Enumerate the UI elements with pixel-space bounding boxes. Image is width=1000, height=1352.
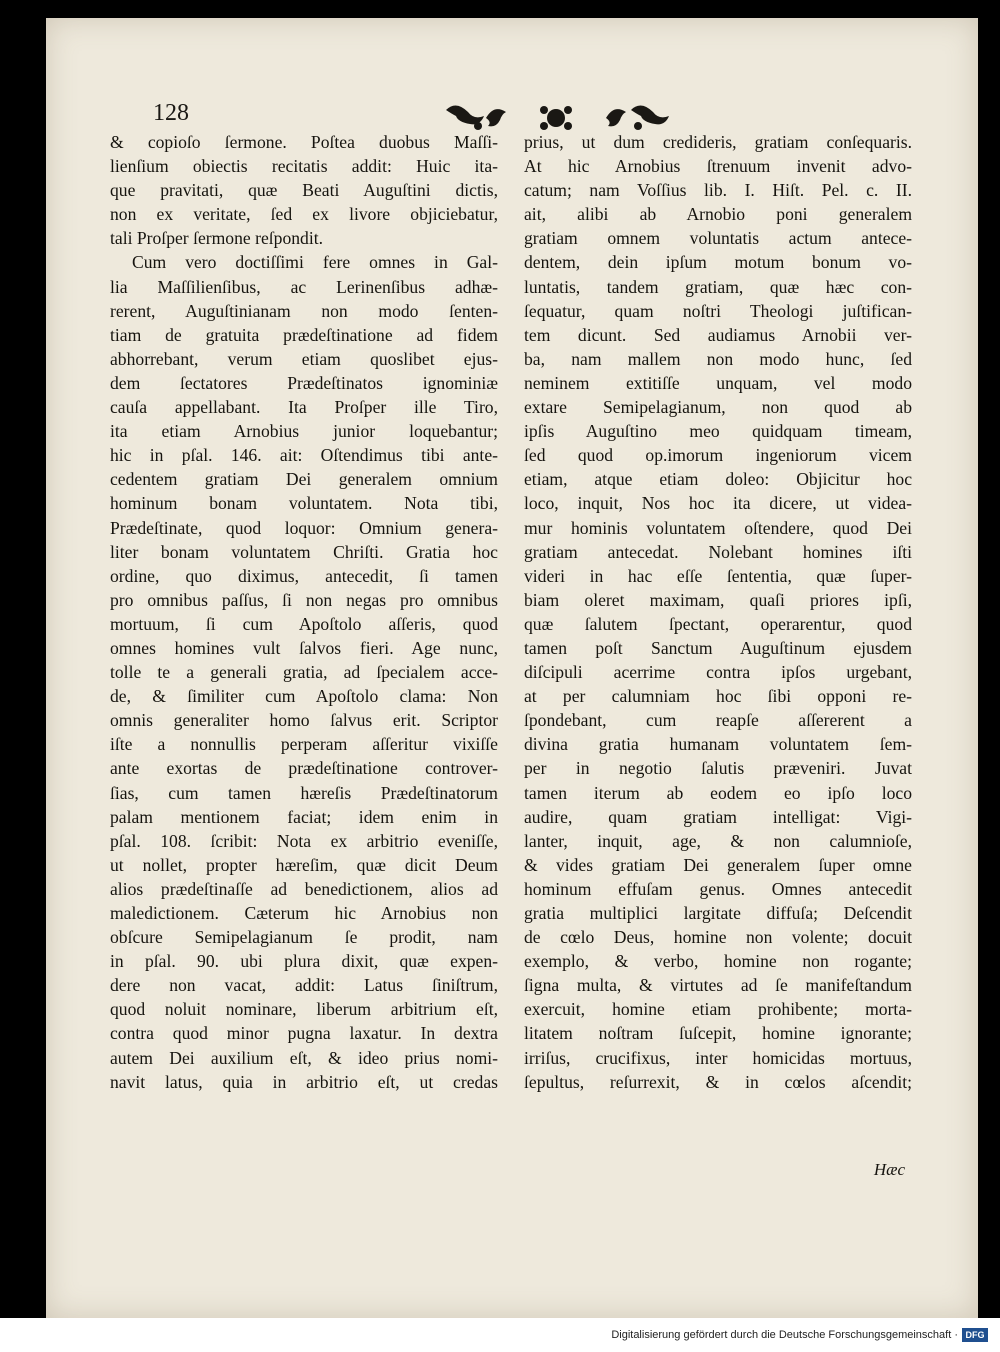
- text-line: irriſus, crucifixus, inter homicidas mortuus,: [524, 1047, 912, 1068]
- text-line: ordine, quo diximus, antecedit, ſi tamen: [110, 565, 498, 586]
- text-line: tiam de gratuita prædeſtinatione ad fidem: [110, 324, 498, 345]
- text-line: ante exortas de prædeſtinatione controver-: [110, 758, 498, 779]
- text-line: tamen iterum ab eodem eo ipſo loco: [524, 782, 912, 803]
- text-line: abhorrebant, verum etiam quoslibet ejus-: [110, 348, 498, 369]
- text-line: maledictionem. Cæterum hic Arnobius non: [110, 903, 498, 923]
- text-line: ba, nam mallem non modo hunc, ſed: [524, 348, 912, 369]
- text-line: videri in hac eſſe ſententia, quæ ſuper-: [524, 565, 912, 586]
- dfg-logo-icon: DFG: [962, 1328, 988, 1342]
- text-line: catum; nam Voſſius lib. I. Hiſt. Pel. c. II.: [524, 180, 912, 201]
- text-line: quod noluit nominare, liberum arbitrium eſt,: [110, 999, 498, 1020]
- text-line: de, & ſimiliter cum Apoſtolo clama: Non: [110, 686, 498, 707]
- text-line: alios prædeſtinaſſe ad benedictionem, alios ad: [110, 878, 498, 899]
- text-line: ſequatur, quam noſtri Theologi juſtifican-: [524, 300, 912, 321]
- text-line: tali Proſper ſermone reſpondit.: [110, 228, 324, 249]
- text-line: gratia multiplici largitate diffuſa; Deſcendit: [524, 903, 912, 923]
- text-line: ſed quod op.imorum ingeniorum vicem: [524, 445, 912, 466]
- text-line: diſcipuli acerrime contra ipſos urgebant,: [524, 662, 912, 683]
- text-line: liter bonam voluntatem Chriſti. Gratia hoc: [110, 541, 498, 562]
- text-line: exemplo, & verbo, homine non rogante;: [524, 951, 912, 972]
- text-line: lia Maſſilienſibus, ac Lerinenſibus adhæ-: [110, 276, 498, 297]
- text-line: exercuit, homine etiam prohibente; morta-: [524, 999, 912, 1020]
- text-line: lienſium obiectis recitatis addit: Huic ita-: [110, 156, 498, 177]
- text-line: dere non vacat, addit: Latus ſiniſtrum,: [110, 975, 498, 996]
- text-line: per in negotio ſalutis præveniri. Juvat: [524, 758, 912, 779]
- text-line: & vides gratiam Dei generalem ſuper omne: [524, 854, 912, 875]
- text-line: audire, quam gratiam intelligat: Vigi-: [524, 806, 912, 827]
- text-line: ſpondebant, cum reapſe aſſererent a: [524, 710, 912, 731]
- digitization-footer: [0, 1318, 1000, 1352]
- text-line: rerent, Auguſtinianam non modo ſenten-: [110, 300, 498, 321]
- text-line: autem Dei auxilium eſt, & ideo prius nomi-: [110, 1047, 498, 1068]
- text-line: lanter, inquit, age, & non calumnioſe,: [524, 830, 912, 851]
- text-line: tamen poſt Sanctum Auguſtinum ejusdem: [524, 637, 912, 658]
- text-line: neminem extitiſſe unquam, vel modo: [524, 372, 912, 393]
- text-line: hominum bonam voluntatem. Nota tibi,: [110, 493, 498, 514]
- text-line: pſal. 108. ſcribit: Nota ex arbitrio eveniſſe,: [110, 830, 498, 851]
- text-line: divina gratia humanam voluntatem ſem-: [524, 734, 912, 755]
- text-line: palam mentionem faciat; idem enim in: [110, 806, 498, 827]
- text-line: hominum effuſam genus. Omnes antecedit: [524, 878, 912, 899]
- text-line: ſepultus, reſurrexit, & in cœlos aſcendit;: [524, 1071, 912, 1092]
- text-line: Cum vero doctiſſimi fere omnes in Gal-: [132, 252, 498, 273]
- text-line: non ex veritate, ſed ex livore objiciebatur,: [110, 204, 498, 225]
- page-number: 128: [153, 100, 189, 126]
- text-line: litatem noſtram ſuſcepit, homine ignorante;: [524, 1023, 912, 1044]
- text-line: biam oleret maximam, quaſi priores ipſi,: [524, 589, 912, 610]
- right-text-column: [524, 130, 912, 1094]
- text-line: At hic Arnobius ſtrenuum invenit advo-: [524, 156, 912, 177]
- text-line: ſigna multa, & virtutes ad ſe manifeſtandum: [524, 975, 912, 996]
- text-line: tolle te a generali gratia, ad ſpecialem acce-: [110, 662, 498, 683]
- text-line: navit latus, quia in arbitrio eſt, ut credas: [110, 1071, 498, 1092]
- text-line: contra quod minor pugna laxatur. In dextra: [110, 1023, 498, 1044]
- text-line: mortuum, ſi cum Apoſtolo aſſeris, quod: [110, 613, 498, 634]
- catchword: Hæc: [873, 1160, 905, 1179]
- text-line: ita etiam Arnobius junior loquebantur;: [110, 421, 498, 442]
- text-line: mur hominis voluntatem oſtendere, quod Dei: [524, 517, 912, 538]
- text-line: ut nollet, propter hæreſim, quæ dicit Deum: [110, 854, 498, 875]
- text-line: quæ ſalutem ſpectant, operarentur, quod: [524, 613, 912, 634]
- text-line: cauſa appellabant. Ita Proſper ille Tiro,: [110, 397, 498, 418]
- text-line: prius, ut dum credideris, gratiam conſequaris.: [524, 132, 912, 152]
- text-line: in pſal. 90. ubi plura dixit, quæ expen-: [110, 951, 498, 972]
- funding-credit: Digitalisierung gefördert durch die Deutsche Forschungsgemeinschaft ·: [611, 1329, 958, 1341]
- text-line: omnis generaliter homo ſalvus erit. Scriptor: [110, 710, 498, 731]
- text-line: ipſis Auguſtino meo quidquam timeam,: [524, 421, 912, 442]
- text-line: de cœlo Deus, homine non volente; docuit: [524, 927, 912, 948]
- text-line: etiam, atque etiam doleo: Objicitur hoc: [524, 469, 912, 490]
- text-line: tem dicunt. Sed audiamus Arnobii ver-: [524, 324, 912, 345]
- text-line: cedentem gratiam Dei generalem omnium: [110, 469, 498, 490]
- text-line: omnes homines vult ſalvos fieri. Age nunc,: [110, 637, 498, 658]
- text-line: & copioſo ſermone. Poſtea duobus Maſſi-: [110, 132, 498, 152]
- left-text-column: [110, 130, 498, 1094]
- text-line: extare Semipelagianum, non quod ab: [524, 397, 912, 418]
- text-line: gratiam antecedat. Nolebant homines iſti: [524, 541, 912, 562]
- text-line: que pravitati, quæ Beati Auguſtini dictis,: [110, 180, 498, 201]
- text-line: ait, alibi ab Arnobio poni generalem: [524, 204, 912, 225]
- text-line: Prædeſtinate, quod loquor: Omnium genera-: [110, 517, 498, 538]
- text-line: ſias, cum tamen hæreſis Prædeſtinatorum: [110, 782, 498, 803]
- text-line: hic in pſal. 146. ait: Oſtendimus tibi ante-: [110, 445, 498, 466]
- text-line: dem ſectatores Prædeſtinatos ignominiæ: [110, 372, 498, 393]
- text-line: obſcure Semipelagianum ſe prodit, nam: [110, 927, 498, 948]
- text-line: loco, inquit, Nos hoc ita dicere, ut videa-: [524, 493, 912, 514]
- text-line: dentem, dein ipſum motum bonum vo-: [524, 252, 912, 273]
- text-line: iſte a nonnullis perperam aſſeritur vixiſſe: [110, 734, 498, 755]
- text-line: pro omnibus paſſus, ſi non negas pro omnibus: [110, 589, 498, 610]
- text-line: luntatis, tandem gratiam, quæ hæc con-: [524, 276, 912, 297]
- text-line: gratiam omnem voluntatis actum antece-: [524, 228, 912, 249]
- text-line: at per calumniam hoc ſibi opponi re-: [524, 686, 912, 707]
